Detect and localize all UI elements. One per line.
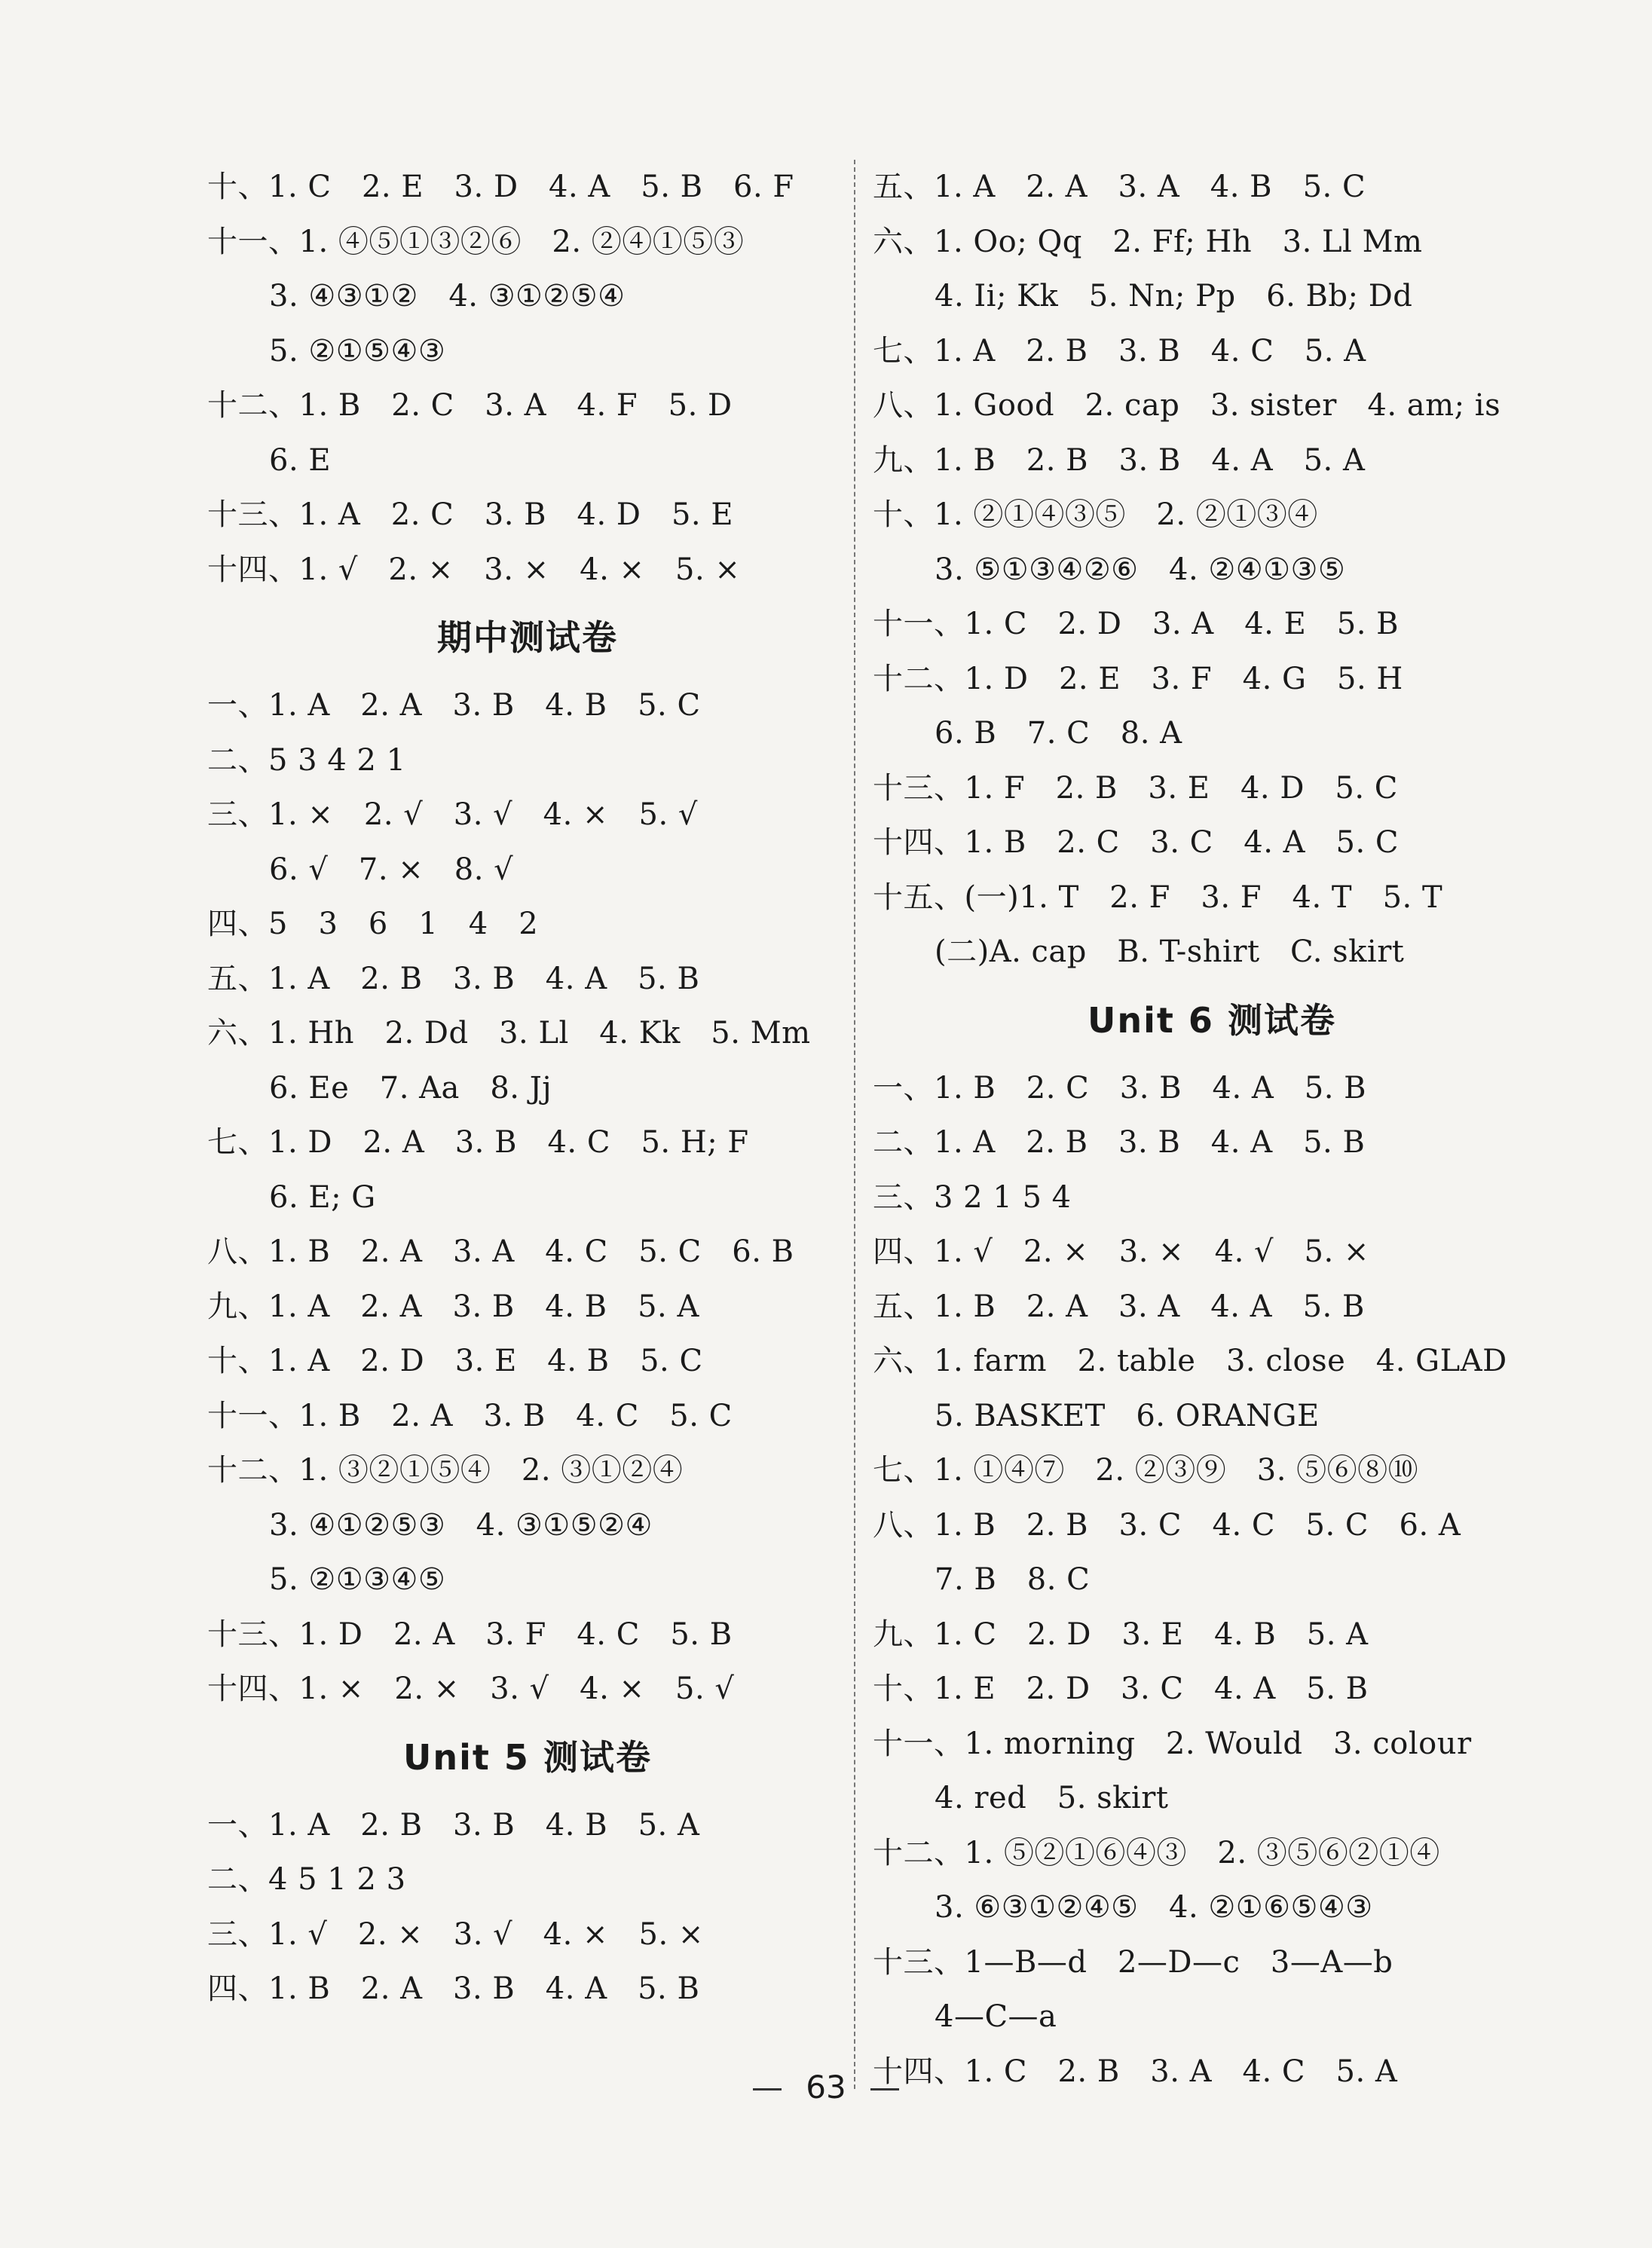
answer-line: 十四、1. B 2. C 3. C 4. A 5. C [873, 825, 1399, 860]
answer-line: 十一、1. C 2. D 3. A 4. E 5. B [873, 607, 1400, 641]
answer-line: 九、1. A 2. A 3. B 4. B 5. A [207, 1289, 699, 1324]
answer-line: 6. Ee 7. Aa 8. Jj [269, 1070, 552, 1106]
left-answer-column [207, 160, 848, 2017]
answer-line: 三、1. √ 2. × 3. √ 4. × 5. × [207, 1916, 704, 1952]
answer-line: 十二、1. B 2. C 3. A 4. F 5. D [207, 388, 733, 423]
answer-line: 4—C—a [935, 1999, 1057, 2034]
answer-line: 3. ⑥③①②④⑤ 4. ②①⑥⑤④③ [935, 1890, 1373, 1925]
answer-line: 3. ④③①② 4. ③①②⑤④ [269, 279, 626, 313]
answer-line: 四、5 3 6 1 4 2 [207, 907, 539, 941]
answer-line: 十一、1. B 2. A 3. B 4. C 5. C [207, 1398, 733, 1433]
answer-line: 二、4 5 1 2 3 [207, 1862, 406, 1897]
answer-line: 十五、(一)1. T 2. F 3. F 4. T 5. T [873, 879, 1443, 915]
answer-line: 二、1. A 2. B 3. B 4. A 5. B [873, 1125, 1366, 1160]
answer-line: 十四、1. × 2. × 3. √ 4. × 5. √ [207, 1671, 735, 1706]
right-answer-column [873, 160, 1551, 2099]
answer-line: 十、1. C 2. E 3. D 4. A 5. B 6. F [207, 170, 794, 204]
answer-line: 三、3 2 1 5 4 [873, 1179, 1072, 1215]
section-heading: Unit 6 测试卷 [1088, 999, 1336, 1041]
answer-line: 五、1. B 2. A 3. A 4. A 5. B [873, 1289, 1365, 1324]
answer-line: 七、1. D 2. A 3. B 4. C 5. H; F [207, 1125, 749, 1160]
answer-line: 6. √ 7. × 8. √ [269, 852, 514, 887]
answer-line: 6. E [269, 442, 332, 478]
answer-line: 三、1. × 2. √ 3. √ 4. × 5. √ [207, 797, 698, 832]
answer-line: 十二、1. ⑤②①⑥④③ 2. ③⑤⑥②①④ [873, 1835, 1440, 1870]
section-heading: 期中测试卷 [437, 617, 618, 658]
answer-line: 十四、1. C 2. B 3. A 4. C 5. A [873, 2054, 1398, 2089]
answer-line: 4. Ii; Kk 5. Nn; Pp 6. Bb; Dd [935, 279, 1413, 313]
answer-line: 十一、1. ④⑤①③②⑥ 2. ②④①⑤③ [207, 224, 745, 259]
answer-line: 5. BASKET 6. ORANGE [935, 1398, 1320, 1433]
section-heading: Unit 5 测试卷 [403, 1736, 652, 1778]
answer-line: 5. ②①⑤④③ [269, 333, 446, 369]
answer-line: 五、1. A 2. B 3. B 4. A 5. B [207, 961, 700, 996]
answer-line: 十三、1. F 2. B 3. E 4. D 5. C [873, 770, 1398, 806]
column-divider [854, 160, 855, 2089]
answer-line: 3. ④①②⑤③ 4. ③①⑤②④ [269, 1507, 653, 1543]
answer-line: 5. ②①③④⑤ [269, 1562, 446, 1597]
answer-line: 五、1. A 2. A 3. A 4. B 5. C [873, 170, 1366, 204]
answer-line: 六、1. Hh 2. Dd 3. Ll 4. Kk 5. Mm [207, 1016, 811, 1051]
answer-line: 一、1. B 2. C 3. B 4. A 5. B [873, 1070, 1367, 1106]
page-number-footer [0, 2069, 1652, 2106]
answer-line: 二、5 3 4 2 1 [207, 742, 406, 778]
answer-line: 六、1. farm 2. table 3. close 4. GLAD [873, 1344, 1507, 1378]
answer-line: 八、1. B 2. A 3. A 4. C 5. C 6. B [207, 1234, 794, 1269]
answer-line: 3. ⑤①③④②⑥ 4. ②④①③⑤ [935, 552, 1346, 587]
answer-line: 七、1. A 2. B 3. B 4. C 5. A [873, 333, 1366, 369]
answer-line: 四、1. B 2. A 3. B 4. A 5. B [207, 1971, 700, 2006]
answer-line: 九、1. B 2. B 3. B 4. A 5. A [873, 442, 1366, 478]
answer-line: 十三、1. D 2. A 3. F 4. C 5. B [207, 1616, 733, 1652]
answer-line: 6. B 7. C 8. A [935, 716, 1182, 751]
answer-line: 四、1. √ 2. × 3. × 4. √ 5. × [873, 1234, 1369, 1269]
answer-line: 八、1. B 2. B 3. C 4. C 5. C 6. A [873, 1507, 1461, 1543]
answer-line: 十三、1—B—d 2—D—c 3—A—b [873, 1944, 1393, 1980]
answer-line: 十、1. A 2. D 3. E 4. B 5. C [207, 1344, 703, 1378]
answer-line: 十、1. ②①④③⑤ 2. ②①③④ [873, 497, 1318, 532]
answer-line: 九、1. C 2. D 3. E 4. B 5. A [873, 1616, 1369, 1652]
answer-line: 十二、1. D 2. E 3. F 4. G 5. H [873, 661, 1403, 696]
answer-line: 十二、1. ③②①⑤④ 2. ③①②④ [207, 1453, 684, 1488]
answer-line: 一、1. A 2. B 3. B 4. B 5. A [207, 1807, 700, 1843]
answer-line: 十一、1. morning 2. Would 3. colour [873, 1726, 1472, 1761]
answer-line: 一、1. A 2. A 3. B 4. B 5. C [207, 688, 701, 723]
footer-dash-left [753, 2088, 782, 2090]
page-number: 63 [806, 2069, 846, 2106]
answer-line: (二)A. cap B. T-shirt C. skirt [935, 934, 1405, 969]
answer-line: 十三、1. A 2. C 3. B 4. D 5. E [207, 497, 734, 532]
footer-dash-right [870, 2088, 899, 2090]
answer-line: 7. B 8. C [935, 1562, 1091, 1597]
answer-line: 十四、1. √ 2. × 3. × 4. × 5. × [207, 552, 741, 587]
answer-line: 七、1. ①④⑦ 2. ②③⑨ 3. ⑤⑥⑧⑩ [873, 1453, 1419, 1488]
answer-line: 4. red 5. skirt [935, 1781, 1169, 1815]
answer-line: 十、1. E 2. D 3. C 4. A 5. B [873, 1671, 1369, 1706]
answer-line: 6. E; G [269, 1179, 376, 1215]
answer-line: 六、1. Oo; Qq 2. Ff; Hh 3. Ll Mm [873, 224, 1423, 259]
answer-line: 八、1. Good 2. cap 3. sister 4. am; is [873, 388, 1501, 423]
